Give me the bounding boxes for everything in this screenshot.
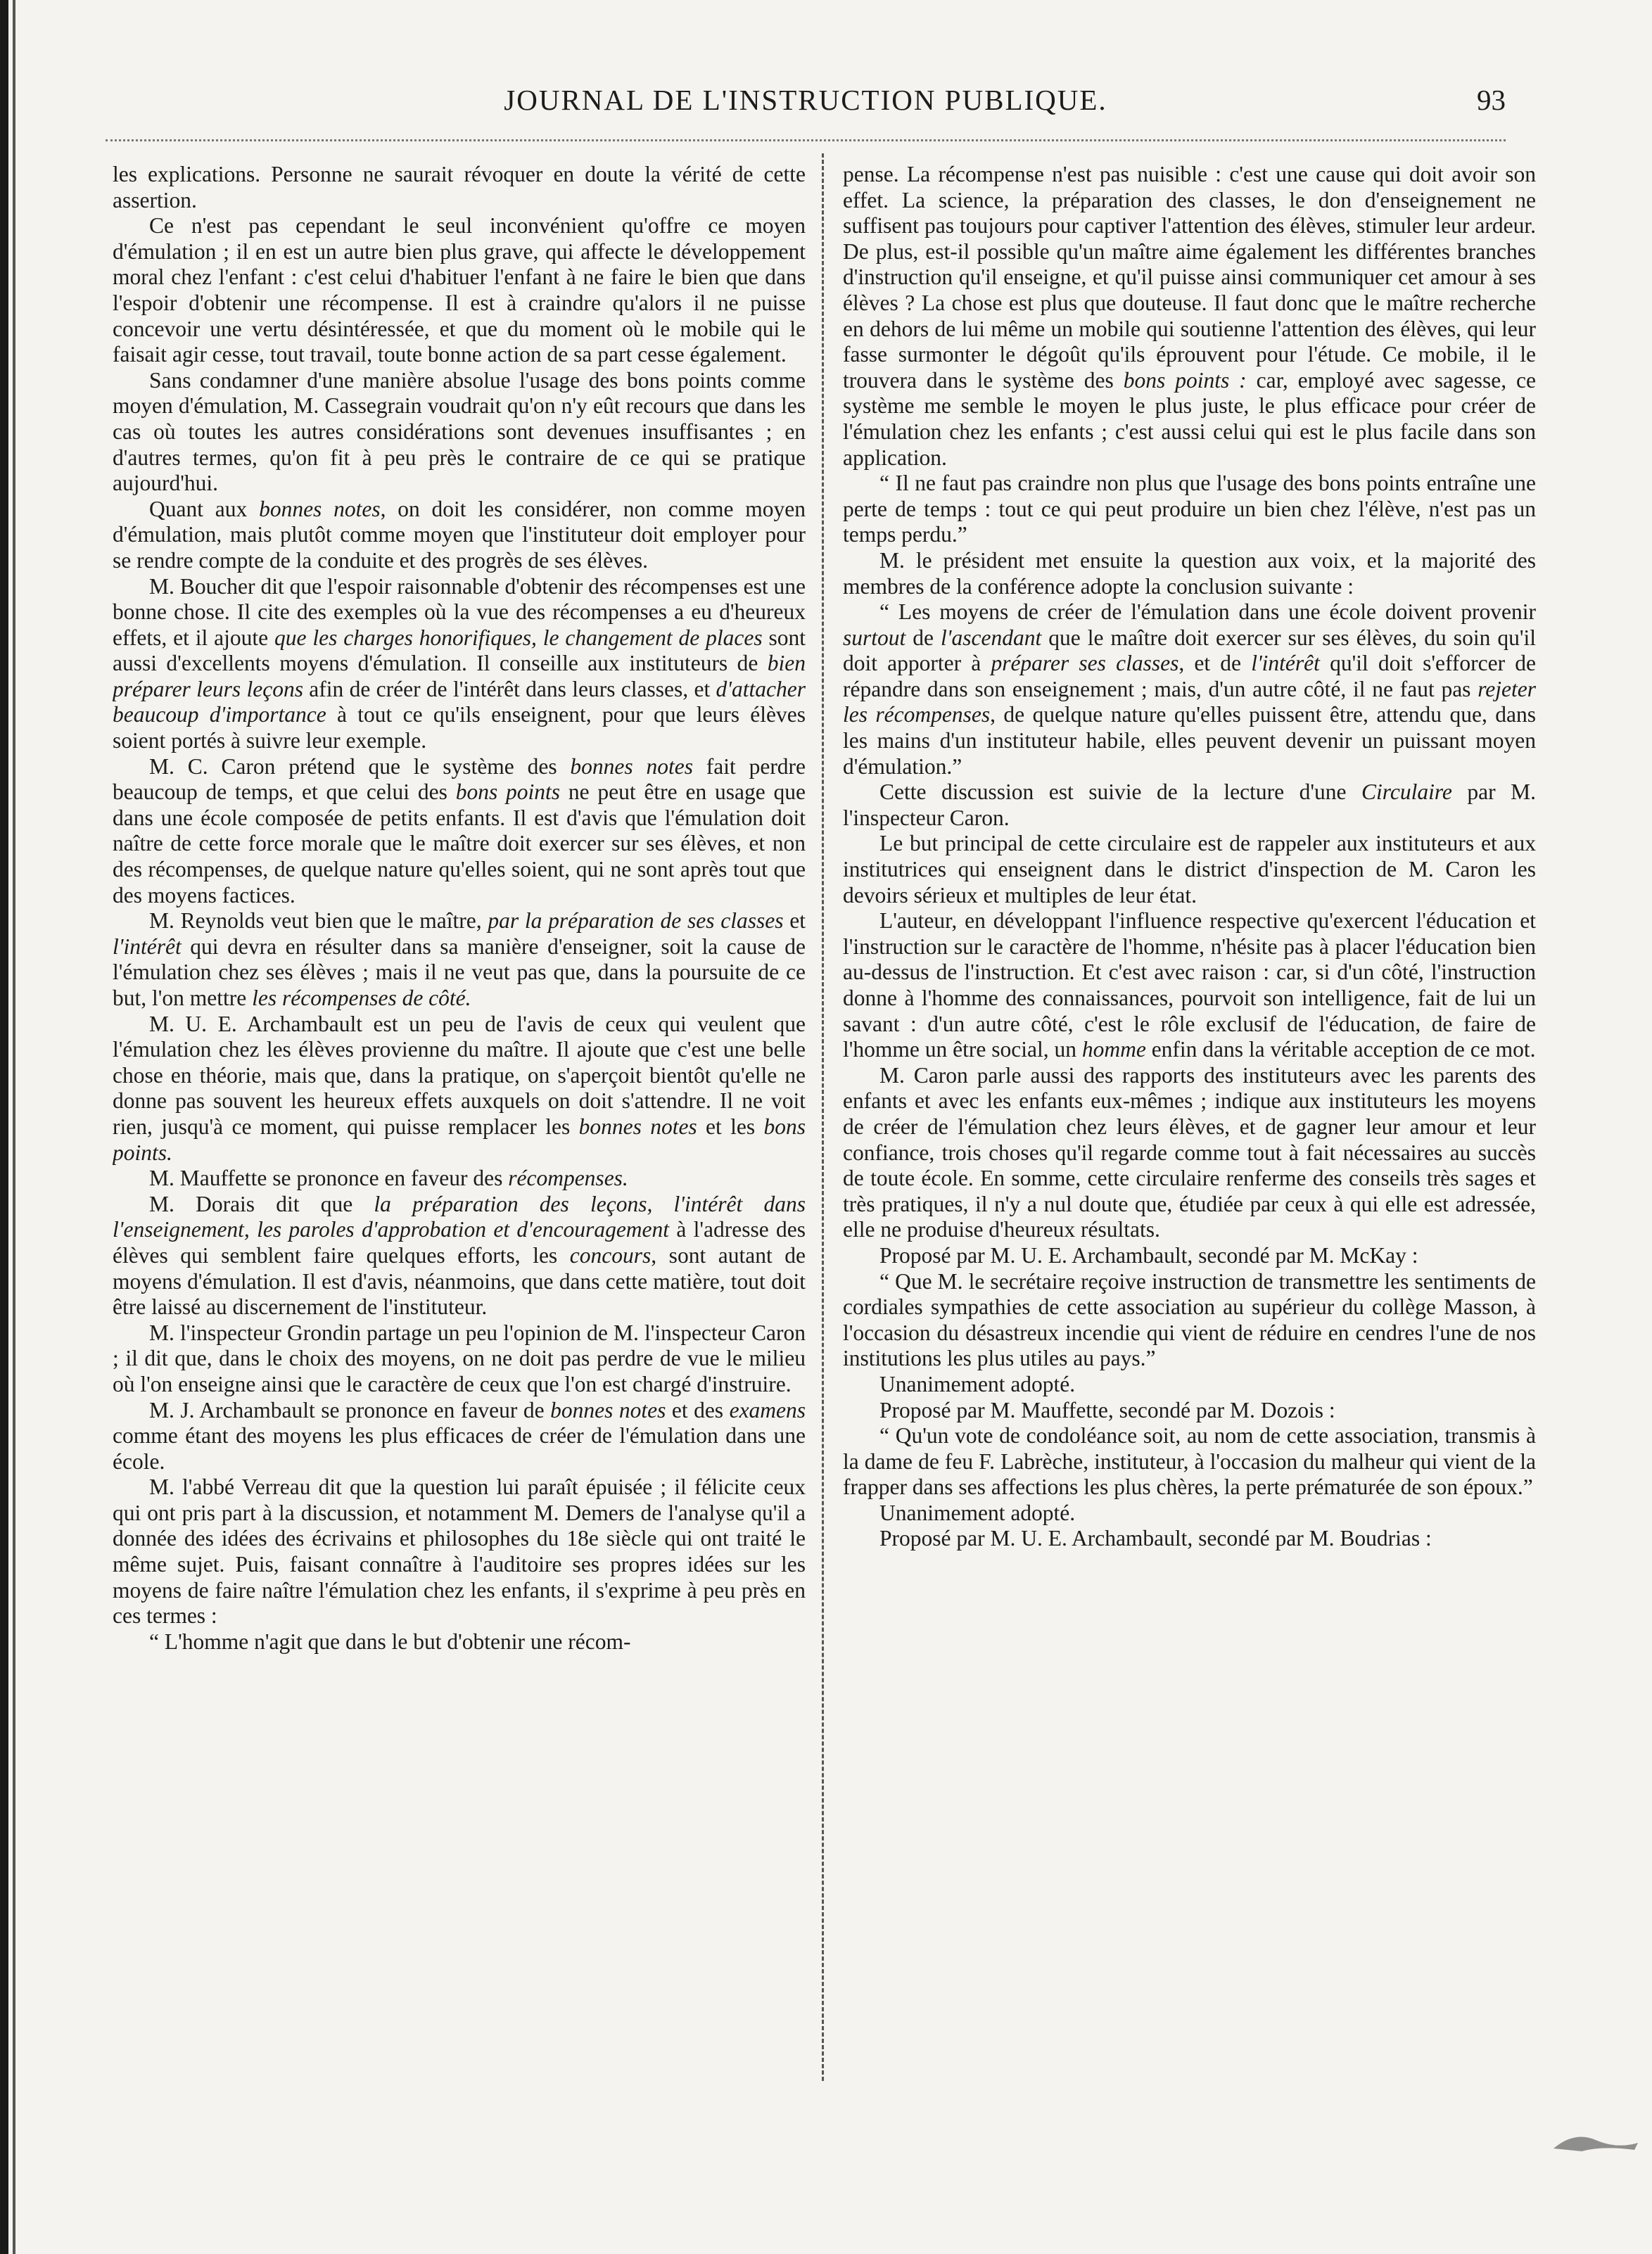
paragraph: “ Il ne faut pas craindre non plus que l'usage des bons points entraîne une perte de temps : tout ce qui peut produire un bien chez l'élève, n'est pas un temps perdu.”	[843, 471, 1536, 547]
paragraph: Le but principal de cette circulaire est de rappeler aux instituteurs et aux institutrices qui enseignent dans le district d'inspection de M. Caron les devoirs sérieux et multiples de leur état.	[843, 831, 1536, 908]
paragraph: M. l'abbé Verreau dit que la question lui paraît épuisée ; il félicite ceux qui ont pris part à la discussion, et notamment M. Demers de l'analyse qu'il a donnée des idées des écrivains et philosophes du 18e siècle qui ont traité le même sujet. Puis, faisant connaître à l'auditoire ses propres idées sur les moyens de faire naître l'émulation chez les enfants, il s'exprime à peu près en ces termes :	[113, 1475, 806, 1629]
paragraph: Proposé par M. Mauffette, secondé par M. Dozois :	[879, 1397, 1335, 1422]
left-column	[113, 162, 806, 2096]
paragraph: M. U. E. Archambault est un peu de l'avis de ceux qui veulent que l'émulation chez les élèves provienne du maître. Il ajoute que c'est une belle chose en théorie, mais que, dans la pratique, on s'aperçoit bientôt qu'elle ne donne pas souvent les heureux effets auxquels on doit s'attendre. Il ne voit rien, jusqu'à ce moment, qui puisse remplacer les bonnes notes et les bons points.	[113, 1011, 806, 1165]
paragraph: “ Que M. le secrétaire reçoive instruction de transmettre les sentiments de cordiales sympathies de cette association au supérieur du collège Masson, à l'occasion du désastreux incendie qui vient de réduire en cendres l'une de nos institutions les plus utiles au pays.”	[843, 1268, 1536, 1371]
paragraph: Sans condamner d'une manière absolue l'usage des bons points comme moyen d'émulation, M. Cassegrain voudrait qu'on n'y eût recours que dans les cas où toutes les autres considérations sont devenues insuffisantes ; en d'autres termes, qu'on fit à peu près le contraire de ce qui se pratique aujourd'hui.	[113, 367, 806, 496]
paragraph: “ Les moyens de créer de l'émulation dans une école doivent provenir surtout de l'ascendant que le maître doit exercer sur ses élèves, du soin qu'il doit apporter à préparer ses classes, et de l'intérêt qu'il doit s'efforcer de répandre dans son enseignement ; mais, d'un autre côté, il ne faut pas rejeter les récompenses, de quelque nature qu'elles puissent être, attendu que, dans les mains d'un instituteur habile, elles peuvent devenir un puissant moyen d'émulation.”	[843, 599, 1536, 779]
paragraph: pense. La récompense n'est pas nuisible : c'est une cause qui doit avoir son effet. La science, la préparation des classes, le don d'enseignement ne suffisent pas toujours pour captiver l'attention des élèves, stimuler leur ardeur. De plus, est-il possible qu'un maître aime également les différentes branches d'instruction qu'il enseigne, et qu'il puisse ainsi communiquer cet amour à ses élèves ? La chose est plus que douteuse. Il faut donc que le maître recherche en dehors de lui même un mobile qui soutienne l'attention des élèves, qui leur fasse surmonter le dégoût qu'ils éprouvent pour l'étude. Ce mobile, il le trouvera dans le système des bons points : car, employé avec sagesse, ce système me semble le moyen le plus juste, le plus efficace pour créer de l'émulation chez les enfants ; c'est aussi celui qui est le plus facile dans son application.	[843, 162, 1536, 470]
paragraph: M. Mauffette se prononce en faveur des récompenses.	[149, 1166, 628, 1191]
paragraph: M. Caron parle aussi des rapports des instituteurs avec les parents des enfants et avec les enfants eux-mêmes ; indique aux instituteurs les moyens de créer de l'émulation chez leurs élèves, et de gagner leur amour et leur confiance, trois choses qu'il regarde comme tout à fait nécessaires au succès de toute école. En somme, cette circulaire renferme des conseils très sages et très pratiques, il n'y a nul doute que, étudiée par ceux à qui elle est adressée, elle ne produise d'heureux résultats.	[843, 1062, 1536, 1242]
ink-smudge-icon	[1546, 2127, 1645, 2156]
column-divider	[822, 153, 824, 2081]
paragraph: Unanimement adopté.	[879, 1371, 1076, 1396]
running-title: JOURNAL DE L'INSTRUCTION PUBLIQUE.	[504, 84, 1107, 116]
paragraph: Proposé par M. U. E. Archambault, secondé par M. McKay :	[879, 1242, 1418, 1268]
paragraph: Quant aux bonnes notes, on doit les considérer, non comme moyen d'émulation, mais plutôt comme moyen que l'instituteur doit employer pour se rendre compte de la conduite et des progrès de ses élèves.	[113, 496, 806, 573]
paragraph: Ce n'est pas cependant le seul inconvénient qu'offre ce moyen d'émulation ; il en est un autre bien plus grave, qui affecte le développement moral chez l'enfant : c'est celui d'habituer l'enfant à ne faire le bien que dans l'espoir d'obtenir une récompense. Il est à craindre qu'alors il ne puisse concevoir une vertu désintéressée, et que du moment où le mobile qui le faisait agir cesse, tout travail, toute bonne action de sa part cesse également.	[113, 213, 806, 367]
paragraph: Unanimement adopté.	[879, 1500, 1076, 1525]
paragraph: Cette discussion est suivie de la lecture d'une Circulaire par M. l'inspecteur Caron.	[843, 779, 1536, 830]
paragraph: “ Qu'un vote de condoléance soit, au nom de cette association, transmis à la dame de feu F. Labrèche, instituteur, à l'occasion du malheur qui vient de la frapper dans ses affections les plus chères, la perte prématurée de son époux.”	[843, 1423, 1536, 1500]
page-number: 93	[1477, 84, 1506, 116]
paragraph: M. Dorais dit que la préparation des leçons, l'intérêt dans l'enseignement, les paroles d'approbation et d'encouragement à l'adresse des élèves qui semblent faire quelques efforts, les concours, sont autant de moyens d'émulation. Il est d'avis, néanmoins, que dans cette matière, tout doit être laissé au discernement de l'instituteur.	[113, 1191, 806, 1320]
paragraph: M. Boucher dit que l'espoir raisonnable d'obtenir des récompenses est une bonne chose. Il cite des exemples où la vue des récompenses a eu d'heureux effets, et il ajoute que les charges honorifiques, le changement de places sont aussi d'excellents moyens d'émulation. Il conseille aux instituteurs de bien préparer leurs leçons afin de créer de l'intérêt dans leurs classes, et d'attacher beaucoup d'importance à tout ce qu'ils enseignent, pour que leurs élèves soient portés à suivre leur exemple.	[113, 573, 806, 753]
paragraph: M. le président met ensuite la question aux voix, et la majorité des membres de la conférence adopte la conclusion suivante :	[843, 547, 1536, 599]
paragraph: M. J. Archambault se prononce en faveur de bonnes notes et des examens comme étant des moyens les plus efficaces de créer de l'émulation dans une école.	[113, 1397, 806, 1474]
scan-edge-shadow	[0, 0, 8, 2254]
paragraph: “ L'homme n'agit que dans le but d'obtenir une récom-	[149, 1629, 631, 1654]
page-header	[106, 83, 1506, 132]
paragraph: L'auteur, en développant l'influence respective qu'exercent l'éducation et l'instruction sur le caractère de l'homme, n'hésite pas à placer l'éducation bien au-dessus de l'instruction. Et c'est avec raison : car, si d'un côté, l'instruction donne à l'homme des connaissances, pourvoit son intelligence, fait de lui un savant : d'un autre côté, c'est le rôle exclusif de l'éducation, de faire de l'homme un être social, un homme enfin dans la véritable acception de ce mot.	[843, 908, 1536, 1062]
paragraph: M. Reynolds veut bien que le maître, par la préparation de ses classes et l'intérêt qui devra en résulter dans sa manière d'enseigner, soit la cause de l'émulation chez ses élèves ; mais il ne veut pas que, dans la poursuite de ce but, l'on mettre les récompenses de côté.	[113, 908, 806, 1010]
paragraph: Proposé par M. U. E. Archambault, secondé par M. Boudrias :	[879, 1526, 1432, 1551]
scan-edge-line	[13, 0, 15, 2254]
paragraph: M. C. Caron prétend que le système des bonnes notes fait perdre beaucoup de temps, et que celui des bons points ne peut être en usage que dans une école composée de petits enfants. Il est d'avis que l'émulation doit naître de cette force morale que le maître doit exercer sur ses élèves, et non des récompenses, de quelque nature qu'elles soient, qui ne sont après tout que des moyens factices.	[113, 753, 806, 908]
right-column	[843, 162, 1536, 2096]
paragraph: M. l'inspecteur Grondin partage un peu l'opinion de M. l'inspecteur Caron ; il dit que, dans le choix des moyens, on ne doit pas perdre de vue le milieu où l'on enseigne ainsi que le caractère de ceux que l'on est chargé d'instruire.	[113, 1320, 806, 1396]
paragraph: les explications. Personne ne saurait révoquer en doute la vérité de cette assertion.	[113, 162, 806, 212]
header-rule	[106, 139, 1506, 141]
